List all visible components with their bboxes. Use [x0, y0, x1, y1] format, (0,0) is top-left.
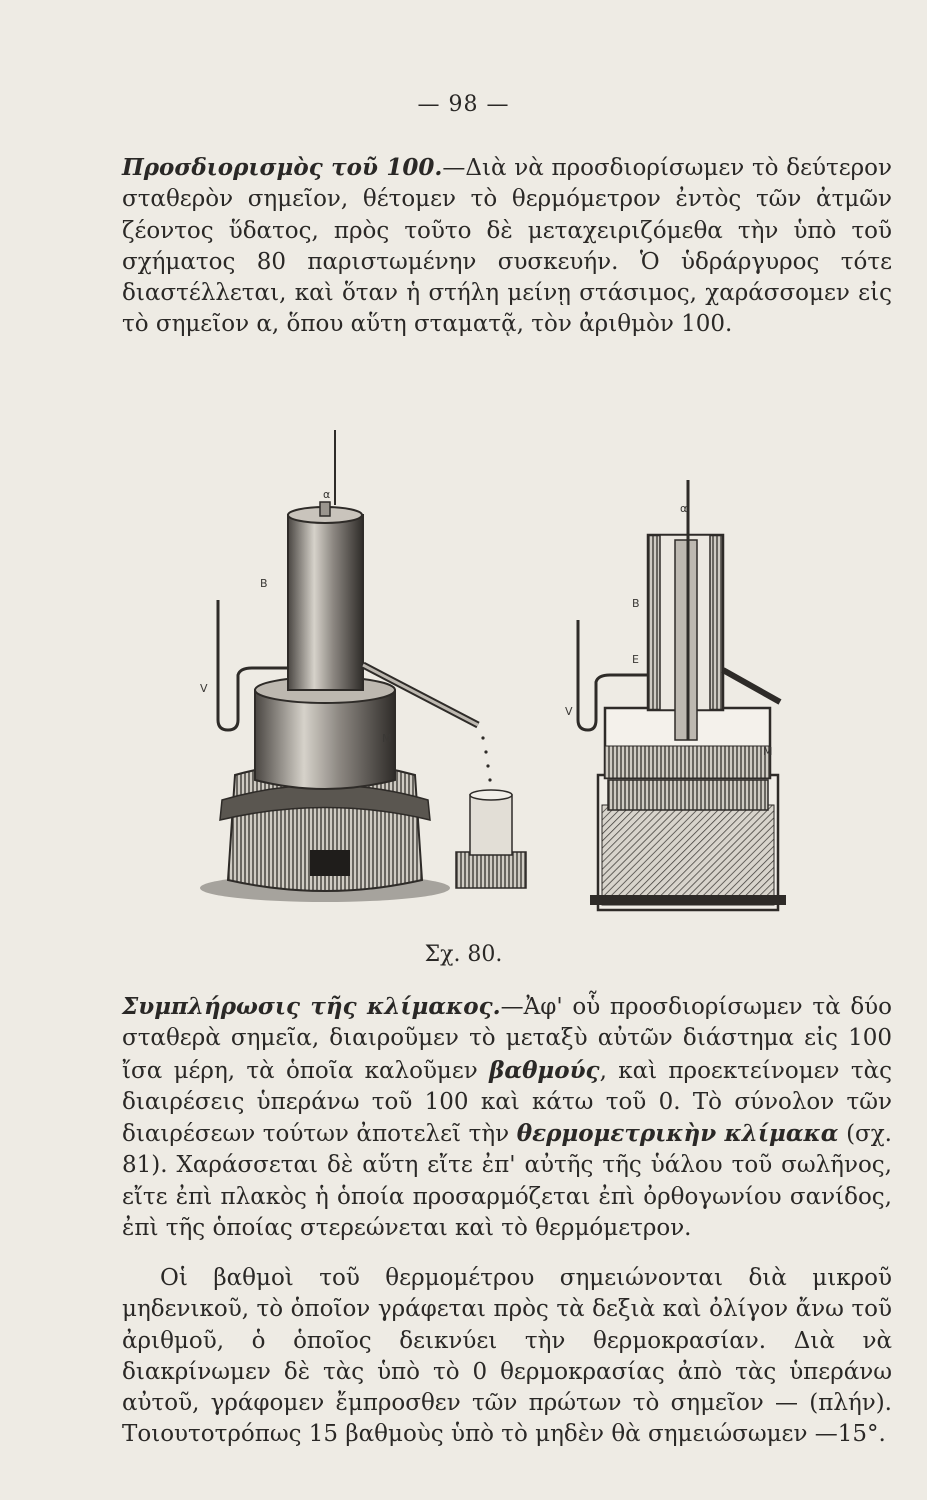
apparatus-section-view	[565, 480, 786, 910]
section-heading-scale: Συμπλήρωσις τῆς κλίμακος.	[122, 993, 501, 1020]
label-v-left: V	[200, 682, 208, 695]
label-b-right: Β	[632, 597, 640, 610]
emphasis-thermometric-scale: θερμομετρικὴν κλίμακα	[516, 1120, 839, 1148]
page-number: — 98 —	[417, 92, 510, 117]
paragraph-degree-notation: Οἱ βαθμοὶ τοῦ θερμομέτρου σημειώνονται διὰ μικροῦ μηδενικοῦ, τὸ ὁποῖον γράφεται πρὸς τὰ δεξιὰ καὶ ὀλίγον ἄνω τοῦ ἀριθμοῦ, ὁ ὁποῖος δεικνύει τὴν θερμοκρασίαν. Διὰ νὰ διακρίνωμεν δὲ τὰς ὑπὸ τὸ 0 θερμοκρασίας ἀπὸ τὰς ὑπεράνω αὐτοῦ, γράφομεν ἔμπροσθεν τῶν πρώτων τὸ σημεῖον — (πλήν). Τοιουτοτρόπως 15 βαθμοὺς ὑπὸ τὸ μηδὲν θὰ σημειώσωμεν —15°.	[122, 1265, 892, 1448]
paragraph-scale-completion	[122, 991, 892, 1244]
figure-caption: Σχ. 80.	[424, 942, 503, 967]
paragraph-text: —Διὰ νὰ προσδιορίσωμεν τὸ δεύτερον σταθερὸν σημεῖον, θέτομεν τὸ θερμόμετρον ἐντὸς τῶν ἀτμῶν ζέοντος ὕδατος, πρὸς τοῦτο δὲ μεταχειριζόμεθα τὴν ὑπὸ τοῦ σχήματος 80 παριστωμένην συσκευήν. Ὁ ὑδράργυρος τότε διαστέλλεται, καὶ ὅταν ἡ στήλη μείνῃ στάσιμος, χαράσσομεν εἰς τὸ σημεῖον α, ὅπου αὕτη σταματᾷ, τὸν ἀριθμὸν 100.	[122, 155, 892, 338]
paragraph-text-1: —Ἀφ' οὗ προσδιορίσωμεν τὰ δύο σταθερὰ σημεῖα, διαιροῦμεν τὸ μεταξὺ αὐτῶν διάστημα εἰς 100 ἴσα μέρη, τὰ ὁποῖα καλοῦμεν	[122, 994, 892, 1084]
label-a-right: α	[680, 502, 688, 515]
label-e-right: Ε	[632, 653, 639, 666]
label-a-left: α	[323, 488, 331, 501]
label-b-left: Β	[260, 577, 268, 590]
label-v-right: V	[565, 705, 573, 718]
figure-80-apparatus	[160, 420, 800, 920]
section-heading-100: Προσδιορισμὸς τοῦ 100.	[122, 154, 443, 181]
paragraph-determination-100	[122, 152, 892, 341]
emphasis-degrees: βαθμούς	[489, 1056, 600, 1084]
label-m-right: Μ	[763, 745, 773, 758]
label-m-left: Μ	[382, 732, 392, 745]
paragraph-text-3: (σχ. 81). Χαράσσεται δὲ αὕτη εἴτε ἐπ' αὐτῆς τῆς ὑάλου τοῦ σωλῆνος, εἴτε ἐπὶ πλακὸς ἡ ὁποία προσαρμόζεται ἐπὶ ὀρθογωνίου σανίδος, ἐπὶ τῆς ὁποίας στερεώνεται καὶ τὸ θερμόμετρον.	[122, 1121, 892, 1242]
paragraph-text-2: , καὶ προεκτείνομεν τὰς διαιρέσεις ὑπεράνω τοῦ 100 καὶ κάτω τοῦ 0. Τὸ σύνολον τῶν διαιρέσεων τούτων ἀποτελεῖ τὴν	[122, 1057, 892, 1148]
apparatus-exterior-view	[200, 430, 526, 902]
